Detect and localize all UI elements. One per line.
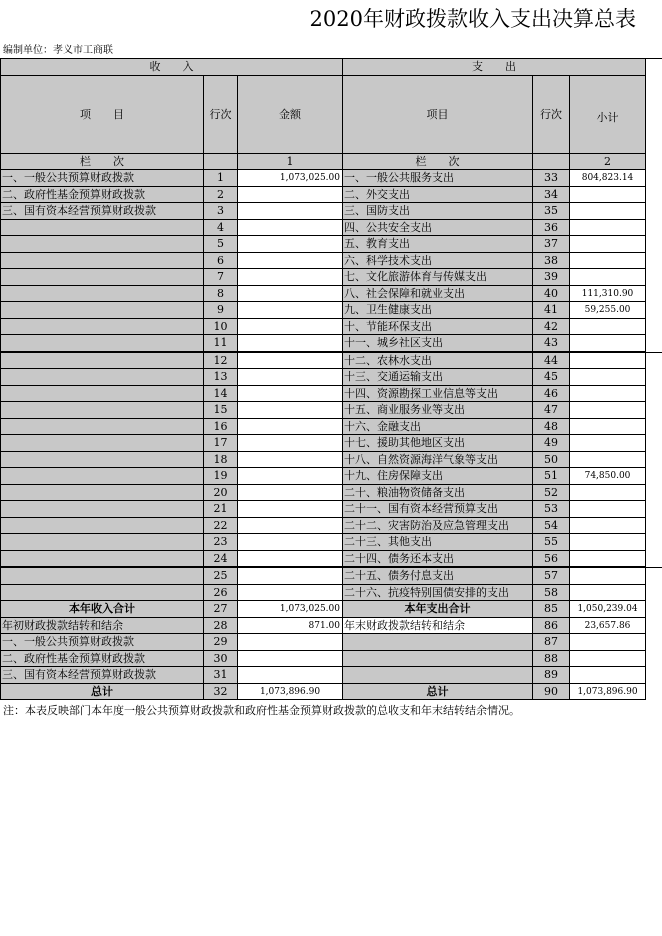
left-line-no-cell: 8 (204, 286, 238, 303)
right-item-cell: 年末财政拨款结转和结余 (343, 618, 533, 635)
table-row (0, 353, 662, 370)
column-label-left: 栏 次 (0, 154, 204, 171)
left-item-cell (0, 253, 204, 270)
right-amount-cell (570, 501, 646, 518)
left-line-no-cell: 21 (204, 501, 238, 518)
right-item-cell: 二十二、灾害防治及应急管理支出 (343, 518, 533, 535)
right-amount-cell (570, 335, 646, 352)
right-item-cell: 十四、资源勘探工业信息等支出 (343, 386, 533, 403)
right-amount-cell (570, 518, 646, 535)
right-amount-cell (570, 551, 646, 568)
expense-total-no: 85 (533, 601, 570, 618)
table-row (0, 585, 662, 602)
right-line-no-cell: 51 (533, 468, 570, 485)
table-row (0, 319, 662, 336)
left-line-no-cell: 2 (204, 187, 238, 204)
left-item-cell (0, 236, 204, 253)
right-item-cell: 十五、商业服务业等支出 (343, 402, 533, 419)
left-item-cell (0, 369, 204, 386)
right-amount-cell (570, 452, 646, 469)
carry-row (0, 618, 662, 635)
column-header-row (0, 76, 662, 154)
right-amount-cell (570, 203, 646, 220)
column-no-right: 2 (570, 154, 646, 171)
totals-row (0, 601, 662, 618)
left-item-cell (0, 319, 204, 336)
left-item-cell (0, 335, 204, 352)
right-amount-cell (570, 402, 646, 419)
left-item-cell (0, 286, 204, 303)
right-line-no-cell: 35 (533, 203, 570, 220)
left-item-cell: 年初财政拨款结转和结余 (0, 618, 204, 635)
table-row (0, 534, 662, 551)
table-row (0, 286, 662, 303)
header-item-right: 项目 (343, 76, 533, 154)
right-item-cell: 二十六、抗疫特别国债安排的支出 (343, 585, 533, 602)
left-amount-cell (238, 353, 343, 370)
right-line-no-cell: 44 (533, 353, 570, 370)
left-line-no-cell: 15 (204, 402, 238, 419)
left-amount-cell (238, 551, 343, 568)
left-item-cell (0, 435, 204, 452)
table-row (0, 452, 662, 469)
left-item-cell: 一、一般公共预算财政拨款 (0, 170, 204, 187)
right-line-no-cell: 56 (533, 551, 570, 568)
left-line-no-cell: 17 (204, 435, 238, 452)
column-no-left: 1 (238, 154, 343, 171)
left-item-cell (0, 353, 204, 370)
left-line-no-cell: 18 (204, 452, 238, 469)
table-row (0, 419, 662, 436)
right-item-cell: 三、国防支出 (343, 203, 533, 220)
left-item-cell (0, 485, 204, 502)
left-item-cell: 三、国有资本经营预算财政拨款 (0, 203, 204, 220)
right-item-cell: 十一、城乡社区支出 (343, 335, 533, 352)
right-item-cell: 四、公共安全支出 (343, 220, 533, 237)
table-row (0, 518, 662, 535)
left-amount-cell (238, 335, 343, 352)
right-item-cell: 二十、粮油物资储备支出 (343, 485, 533, 502)
left-item-cell (0, 386, 204, 403)
left-item-cell (0, 568, 204, 585)
right-line-no-cell: 33 (533, 170, 570, 187)
right-line-no-cell: 87 (533, 634, 570, 651)
unit-label: 编制单位：孝义市工商联 (3, 45, 113, 56)
table-row (0, 302, 662, 319)
right-item-cell: 二、外交支出 (343, 187, 533, 204)
right-item-cell: 六、科学技术支出 (343, 253, 533, 270)
right-amount-cell (570, 435, 646, 452)
grand-total-left-no: 32 (204, 684, 238, 701)
left-amount-cell (238, 236, 343, 253)
right-item-cell: 五、教育支出 (343, 236, 533, 253)
left-amount-cell (238, 634, 343, 651)
left-amount-cell (238, 452, 343, 469)
left-amount-cell (238, 419, 343, 436)
table-row (0, 435, 662, 452)
table-row (0, 468, 662, 485)
group-header-row (0, 58, 662, 76)
left-line-no-cell: 10 (204, 319, 238, 336)
footnote: 注：本表反映部门本年度一般公共预算财政拨款和政府性基金预算财政拨款的总收支和年末结转结余情况。 (3, 704, 520, 717)
right-amount-cell: 59,255.00 (570, 302, 646, 319)
right-amount-cell (570, 534, 646, 551)
right-amount-cell (570, 269, 646, 286)
right-line-no-cell: 39 (533, 269, 570, 286)
left-amount-cell (238, 534, 343, 551)
header-amount: 金额 (238, 76, 343, 154)
left-line-no-cell: 3 (204, 203, 238, 220)
right-item-cell: 二十一、国有资本经营预算支出 (343, 501, 533, 518)
right-line-no-cell: 41 (533, 302, 570, 319)
left-item-cell (0, 551, 204, 568)
right-line-no-cell: 43 (533, 335, 570, 352)
left-amount-cell (238, 518, 343, 535)
carry-row (0, 667, 662, 684)
right-amount-cell (570, 485, 646, 502)
table-row (0, 236, 662, 253)
left-line-no-cell: 7 (204, 269, 238, 286)
left-item-cell: 二、政府性基金预算财政拨款 (0, 187, 204, 204)
grand-total-right-amount: 1,073,896.90 (570, 684, 646, 701)
left-line-no-cell: 16 (204, 419, 238, 436)
left-amount-cell (238, 435, 343, 452)
right-line-no-cell: 34 (533, 187, 570, 204)
grand-total-right-label: 总计 (343, 684, 533, 701)
left-line-no-cell: 26 (204, 585, 238, 602)
right-line-no-cell: 37 (533, 236, 570, 253)
left-line-no-cell: 9 (204, 302, 238, 319)
carry-row (0, 634, 662, 651)
left-line-no-cell: 12 (204, 353, 238, 370)
left-amount-cell: 871.00 (238, 618, 343, 635)
table-row (0, 369, 662, 386)
right-amount-cell (570, 651, 646, 668)
left-amount-cell (238, 286, 343, 303)
grand-total-left-amount: 1,073,896.90 (238, 684, 343, 701)
table-row (0, 485, 662, 502)
right-amount-cell (570, 386, 646, 403)
right-amount-cell (570, 667, 646, 684)
left-line-no-cell: 23 (204, 534, 238, 551)
left-item-cell: 二、政府性基金预算财政拨款 (0, 651, 204, 668)
right-item-cell: 十六、金融支出 (343, 419, 533, 436)
right-line-no-cell: 57 (533, 568, 570, 585)
right-item-cell (343, 634, 533, 651)
left-item-cell (0, 468, 204, 485)
left-amount-cell (238, 253, 343, 270)
left-line-no-cell: 31 (204, 667, 238, 684)
left-amount-cell (238, 402, 343, 419)
table-row (0, 253, 662, 270)
right-line-no-cell: 48 (533, 419, 570, 436)
left-item-cell (0, 269, 204, 286)
right-line-no-cell: 89 (533, 667, 570, 684)
right-line-no-cell: 52 (533, 485, 570, 502)
right-line-no-cell: 45 (533, 369, 570, 386)
right-line-no-cell: 54 (533, 518, 570, 535)
left-amount-cell (238, 187, 343, 204)
left-item-cell: 三、国有资本经营预算财政拨款 (0, 667, 204, 684)
left-item-cell (0, 501, 204, 518)
right-line-no-cell: 46 (533, 386, 570, 403)
right-item-cell (343, 667, 533, 684)
left-line-no-cell: 24 (204, 551, 238, 568)
left-line-no-cell: 6 (204, 253, 238, 270)
left-line-no-cell: 25 (204, 568, 238, 585)
right-amount-cell (570, 187, 646, 204)
right-item-cell: 七、文化旅游体育与传媒支出 (343, 269, 533, 286)
report-title: 2020年财政拨款收入支出决算总表 (309, 7, 636, 31)
right-amount-cell: 74,850.00 (570, 468, 646, 485)
header-subtotal: 小计 (570, 76, 646, 154)
table-row (0, 568, 662, 585)
right-item-cell: 十八、自然资源海洋气象等支出 (343, 452, 533, 469)
left-line-no-cell: 13 (204, 369, 238, 386)
right-line-no-cell: 55 (533, 534, 570, 551)
right-amount-cell (570, 220, 646, 237)
left-amount-cell (238, 269, 343, 286)
right-item-cell: 十二、农林水支出 (343, 353, 533, 370)
right-item-cell: 十三、交通运输支出 (343, 369, 533, 386)
right-item-cell: 十、节能环保支出 (343, 319, 533, 336)
left-amount-cell (238, 501, 343, 518)
right-amount-cell (570, 634, 646, 651)
left-amount-cell (238, 568, 343, 585)
data-rows (0, 170, 662, 601)
right-amount-cell (570, 236, 646, 253)
right-amount-cell: 23,657.86 (570, 618, 646, 635)
left-amount-cell (238, 386, 343, 403)
left-amount-cell (238, 203, 343, 220)
carry-rows (0, 618, 662, 684)
right-amount-cell (570, 369, 646, 386)
table-row (0, 501, 662, 518)
left-line-no-cell: 30 (204, 651, 238, 668)
right-line-no-cell: 49 (533, 435, 570, 452)
right-item-cell (343, 651, 533, 668)
expense-group-header: 支 出 (343, 59, 646, 76)
left-item-cell (0, 419, 204, 436)
report-table (0, 58, 662, 700)
column-blank-right (533, 154, 570, 171)
right-line-no-cell: 36 (533, 220, 570, 237)
left-line-no-cell: 22 (204, 518, 238, 535)
table-row (0, 187, 662, 204)
right-line-no-cell: 88 (533, 651, 570, 668)
left-line-no-cell: 20 (204, 485, 238, 502)
right-item-cell: 二十五、债务付息支出 (343, 568, 533, 585)
left-amount-cell (238, 585, 343, 602)
left-line-no-cell: 4 (204, 220, 238, 237)
table-row (0, 551, 662, 569)
table-row (0, 386, 662, 403)
left-line-no-cell: 19 (204, 468, 238, 485)
left-line-no-cell: 14 (204, 386, 238, 403)
left-line-no-cell: 1 (204, 170, 238, 187)
left-amount-cell (238, 369, 343, 386)
income-total-amount: 1,073,025.00 (238, 601, 343, 618)
right-line-no-cell: 38 (533, 253, 570, 270)
left-item-cell (0, 302, 204, 319)
right-amount-cell (570, 585, 646, 602)
left-amount-cell (238, 319, 343, 336)
grand-total-right-no: 90 (533, 684, 570, 701)
left-item-cell (0, 585, 204, 602)
income-total-label: 本年收入合计 (0, 601, 204, 618)
header-line-no-left: 行次 (204, 76, 238, 154)
left-line-no-cell: 28 (204, 618, 238, 635)
right-amount-cell (570, 319, 646, 336)
left-amount-cell (238, 468, 343, 485)
table-row (0, 170, 662, 187)
carry-row (0, 651, 662, 668)
left-amount-cell (238, 651, 343, 668)
column-blank-left (204, 154, 238, 171)
left-amount-cell (238, 220, 343, 237)
left-item-cell: 一、一般公共预算财政拨款 (0, 634, 204, 651)
left-item-cell (0, 402, 204, 419)
column-number-row (0, 154, 662, 171)
right-amount-cell (570, 568, 646, 585)
left-line-no-cell: 5 (204, 236, 238, 253)
table-row (0, 269, 662, 286)
column-label-right: 栏 次 (343, 154, 533, 171)
right-amount-cell: 804,823.14 (570, 170, 646, 187)
right-line-no-cell: 50 (533, 452, 570, 469)
header-item-left: 项 目 (0, 76, 204, 154)
table-row (0, 335, 662, 353)
left-amount-cell: 1,073,025.00 (238, 170, 343, 187)
left-line-no-cell: 29 (204, 634, 238, 651)
left-amount-cell (238, 302, 343, 319)
right-item-cell: 二十四、债务还本支出 (343, 551, 533, 568)
grand-total-row (0, 684, 662, 701)
table-row (0, 203, 662, 220)
right-amount-cell (570, 253, 646, 270)
right-item-cell: 八、社会保障和就业支出 (343, 286, 533, 303)
left-item-cell (0, 534, 204, 551)
right-item-cell: 二十三、其他支出 (343, 534, 533, 551)
right-amount-cell: 111,310.90 (570, 286, 646, 303)
right-item-cell: 一、一般公共服务支出 (343, 170, 533, 187)
expense-total-amount: 1,050,239.04 (570, 601, 646, 618)
income-total-no: 27 (204, 601, 238, 618)
left-item-cell (0, 220, 204, 237)
right-line-no-cell: 86 (533, 618, 570, 635)
left-item-cell (0, 452, 204, 469)
income-group-header: 收 入 (0, 59, 343, 76)
left-amount-cell (238, 667, 343, 684)
right-item-cell: 十九、住房保障支出 (343, 468, 533, 485)
right-amount-cell (570, 353, 646, 370)
left-line-no-cell: 11 (204, 335, 238, 352)
left-amount-cell (238, 485, 343, 502)
header-line-no-right: 行次 (533, 76, 570, 154)
right-item-cell: 九、卫生健康支出 (343, 302, 533, 319)
right-line-no-cell: 47 (533, 402, 570, 419)
grand-total-left-label: 总计 (0, 684, 204, 701)
right-amount-cell (570, 419, 646, 436)
left-item-cell (0, 518, 204, 535)
right-item-cell: 十七、援助其他地区支出 (343, 435, 533, 452)
right-line-no-cell: 53 (533, 501, 570, 518)
table-row (0, 220, 662, 237)
table-row (0, 402, 662, 419)
right-line-no-cell: 40 (533, 286, 570, 303)
right-line-no-cell: 58 (533, 585, 570, 602)
expense-total-label: 本年支出合计 (343, 601, 533, 618)
right-line-no-cell: 42 (533, 319, 570, 336)
